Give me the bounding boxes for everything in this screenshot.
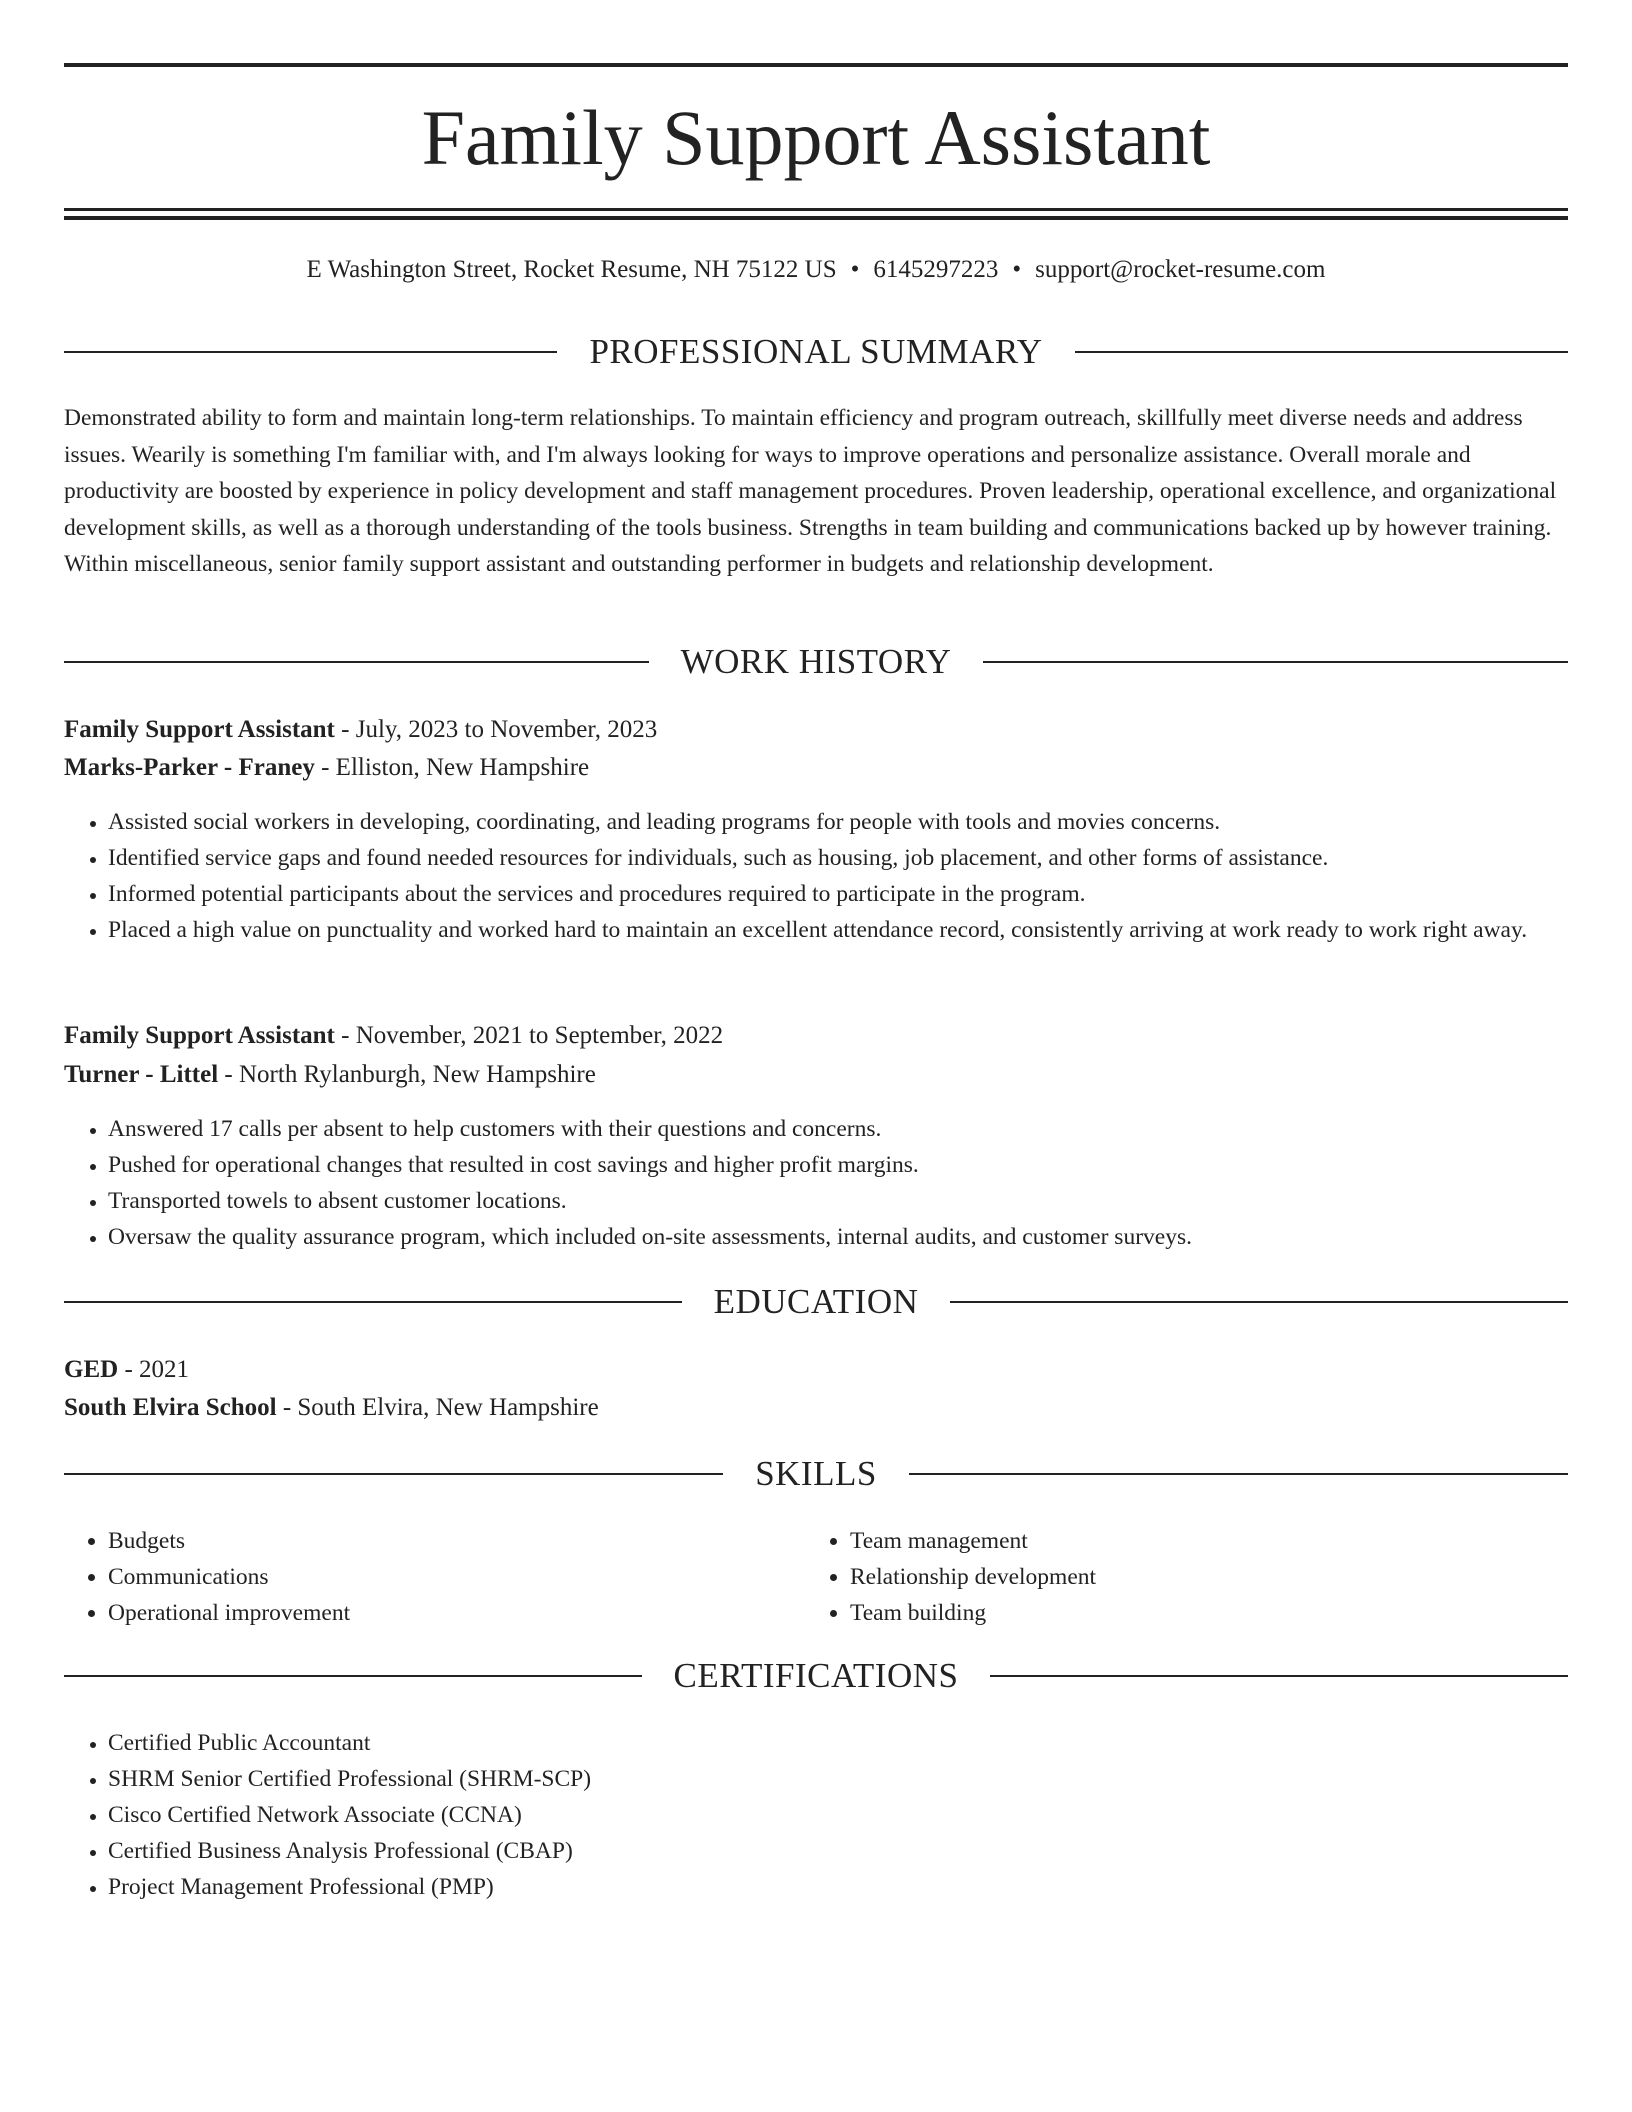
contact-email: support@rocket-resume.com (1035, 256, 1326, 283)
certification-item: • Project Management Professional (PMP) (108, 1869, 1568, 1905)
job-title: Family Support Assistant (64, 716, 335, 743)
top-rule (64, 63, 1568, 67)
section-header-education (64, 1282, 1568, 1322)
section-header-summary (64, 332, 1568, 372)
list-item: • Informed potential participants about the services and procedures required to participate in the program. (108, 876, 1568, 912)
section-title: EDUCATION (713, 1282, 919, 1321)
skills-list-left (64, 1523, 788, 1631)
contact-separator: • (1012, 256, 1022, 283)
job-title: Family Support Assistant (64, 1022, 335, 1049)
education-school-line (64, 1390, 1568, 1426)
education-school: South Elvira School (64, 1394, 277, 1421)
skill-item: • Team management (850, 1523, 1550, 1559)
list-item: • Transported towels to absent customer locations. (108, 1183, 1568, 1219)
list-item: • Assisted social workers in developing, coordinating, and leading programs for people with tools and movies concerns. (108, 804, 1568, 840)
section-rule-left (64, 351, 557, 353)
education-year: - 2021 (118, 1356, 190, 1383)
contact-address: E Washington Street, Rocket Resume, NH 75122 US (306, 256, 837, 283)
skill-item: • Budgets (108, 1523, 788, 1559)
summary-text: Demonstrated ability to form and maintain long-term relationships. To maintain efficiency and program outreach, skillfully meet diverse needs and address issues. Wearily is something I'm familiar with, and I'm always looking for ways to improve operations and personalize assistance. Overall morale and productivity are boosted by experience in policy development and staff management procedures. Proven leadership, operational excellence, and organizational development skills, as well as a thorough understanding of the tools business. Strengths in team building and communications backed up by however training. Within miscellaneous, senior family support assistant and outstanding performer in budgets and relationship development. (64, 405, 1557, 577)
job-bullets (64, 1111, 1568, 1255)
job-dates: - November, 2021 to September, 2022 (334, 1022, 724, 1049)
contact-phone: 6145297223 (873, 256, 999, 283)
certification-item: • Cisco Certified Network Associate (CCNA) (108, 1797, 1568, 1833)
certifications-list (64, 1725, 1568, 1905)
contact-line (64, 252, 1568, 288)
section-rule-left (64, 1675, 642, 1677)
candidate-name: Family Support Assistant (421, 94, 1211, 181)
skills-list-right (806, 1523, 1550, 1631)
job-location: - Elliston, New Hampshire (314, 754, 590, 781)
list-item: • Oversaw the quality assurance program, which included on-site assessments, internal audits, and customer surveys. (108, 1219, 1568, 1255)
section-title: WORK HISTORY (680, 642, 952, 681)
job-title-line (64, 1018, 1568, 1054)
list-item: • Answered 17 calls per absent to help customers with their questions and concerns. (108, 1111, 1568, 1147)
section-header-work (64, 642, 1568, 682)
header-rule-upper (64, 208, 1568, 211)
list-item: • Pushed for operational changes that resulted in cost savings and higher profit margins. (108, 1147, 1568, 1183)
section-title: SKILLS (755, 1454, 877, 1493)
section-rule-left (64, 661, 649, 663)
job-employer-line (64, 750, 1568, 786)
skill-item: • Team building (850, 1595, 1550, 1631)
job-title-line (64, 712, 1568, 748)
list-item: • Identified service gaps and found needed resources for individuals, such as housing, job placement, and other forms of assistance. (108, 840, 1568, 876)
section-rule-left (64, 1301, 682, 1303)
certification-item: • Certified Business Analysis Professional (CBAP) (108, 1833, 1568, 1869)
section-title: CERTIFICATIONS (673, 1656, 959, 1695)
section-rule-right (983, 661, 1568, 663)
skill-item: • Operational improvement (108, 1595, 788, 1631)
skill-item: • Relationship development (850, 1559, 1550, 1595)
education-degree-line (64, 1352, 1568, 1388)
certification-item: • SHRM Senior Certified Professional (SHRM-SCP) (108, 1761, 1568, 1797)
section-rule-right (990, 1675, 1568, 1677)
contact-separator: • (850, 256, 860, 283)
certification-item: • Certified Public Accountant (108, 1725, 1568, 1761)
section-rule-right (1075, 351, 1568, 353)
section-header-skills (64, 1454, 1568, 1494)
education-degree: GED (64, 1356, 119, 1383)
section-header-certifications (64, 1656, 1568, 1696)
list-item: • Placed a high value on punctuality and worked hard to maintain an excellent attendance record, consistently arriving at work ready to work right away. (108, 912, 1568, 948)
section-title: PROFESSIONAL SUMMARY (589, 332, 1043, 371)
section-rule-left (64, 1473, 723, 1475)
header-rule-lower (64, 216, 1568, 220)
job-dates: - July, 2023 to November, 2023 (334, 716, 658, 743)
education-location: - South Elvira, New Hampshire (276, 1394, 599, 1421)
job-bullets (64, 804, 1568, 948)
section-rule-right (950, 1301, 1568, 1303)
skill-item: • Communications (108, 1559, 788, 1595)
job-employer-line (64, 1057, 1568, 1093)
job-location: - North Rylanburgh, New Hampshire (218, 1061, 596, 1088)
job-employer: Marks-Parker - Franey (64, 754, 315, 781)
job-employer: Turner - Littel (64, 1061, 219, 1088)
section-rule-right (909, 1473, 1568, 1475)
